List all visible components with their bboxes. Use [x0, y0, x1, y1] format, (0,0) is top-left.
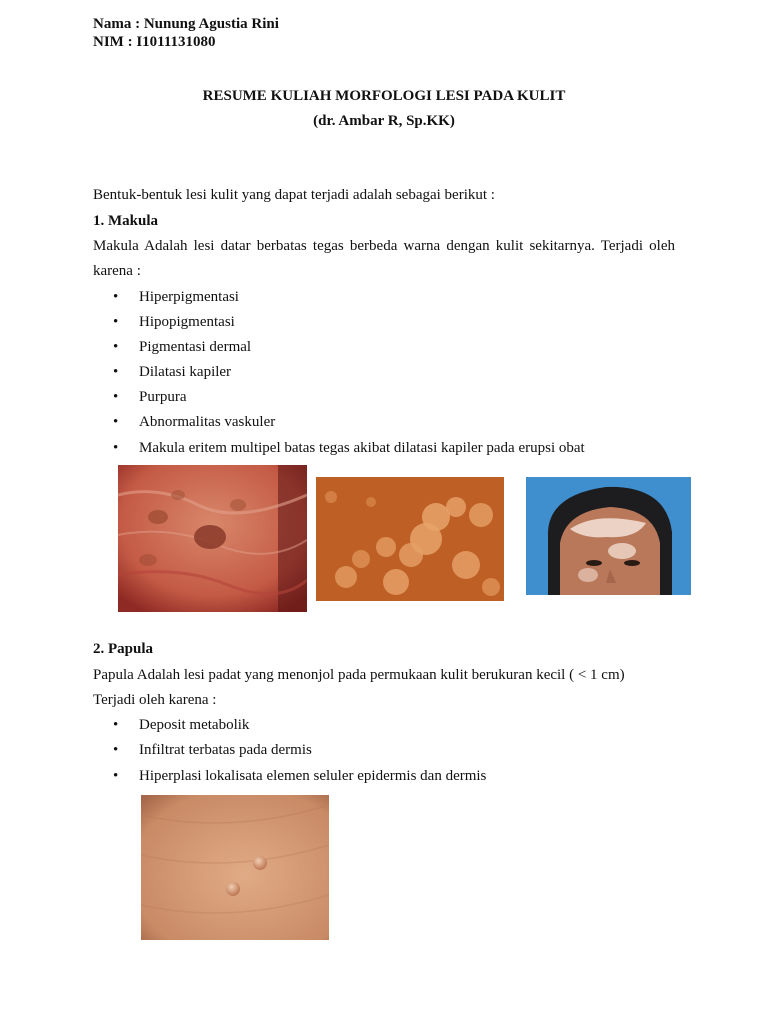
list-item-label: Makula eritem multipel batas tegas akibat dilatasi kapiler pada erupsi obat [139, 440, 585, 456]
bullet-icon: • [113, 314, 119, 330]
bullet-icon: • [113, 768, 119, 784]
list-item-label: Infiltrat terbatas pada dermis [139, 742, 312, 758]
list-item [113, 314, 235, 331]
list-item-label: Hiperpigmentasi [139, 289, 239, 305]
bullet-icon: • [113, 389, 119, 405]
bullet-icon: • [113, 364, 119, 380]
list-item [113, 289, 239, 306]
list-item [113, 414, 275, 431]
section-heading-makula: 1. Makula [93, 213, 159, 229]
papula-photo [141, 795, 329, 940]
lecturer-name: (dr. Ambar R, Sp.KK) [313, 113, 455, 129]
list-item [113, 742, 312, 759]
document-title: RESUME KULIAH MORFOLOGI LESI PADA KULIT [202, 88, 566, 104]
bullet-icon: • [113, 742, 119, 758]
list-item [113, 717, 249, 734]
bullet-icon: • [113, 717, 119, 733]
list-item [113, 440, 585, 457]
papula-description-line2: Terjadi oleh karena : [93, 692, 217, 708]
makula-description-line2: karena : [93, 263, 141, 279]
list-item-label: Purpura [139, 389, 187, 405]
list-item [113, 339, 251, 356]
bullet-icon: • [113, 440, 119, 456]
bullet-icon: • [113, 339, 119, 355]
list-item-label: Hiperplasi lokalisata elemen seluler epidermis dan dermis [139, 768, 487, 784]
list-item-label: Hipopigmentasi [139, 314, 235, 330]
student-name: Nama : Nunung Agustia Rini [93, 16, 279, 32]
list-item-label: Abnormalitas vaskuler [139, 414, 276, 430]
list-item-label: Pigmentasi dermal [139, 339, 252, 355]
list-item-label: Dilatasi kapiler [139, 364, 232, 380]
papula-description-line1: Papula Adalah lesi padat yang menonjol pada permukaan kulit berukuran kecil ( < 1 cm) [93, 667, 625, 683]
student-nim: NIM : I1011131080 [93, 34, 216, 50]
makula-description-line1: Makula Adalah lesi datar berbatas tegas berbeda warna dengan kulit sekitarnya. Terjadi oleh [93, 238, 675, 254]
section-heading-papula: 2. Papula [93, 641, 154, 657]
list-item [113, 364, 231, 381]
intro-text: Bentuk-bentuk lesi kulit yang dapat terjadi adalah sebagai berikut : [93, 187, 495, 203]
bullet-icon: • [113, 289, 119, 305]
makula-photo-vitiligo-face [526, 477, 691, 595]
list-item [113, 768, 486, 785]
list-item-label: Deposit metabolik [139, 717, 250, 733]
makula-photo-hyperpigmentation [118, 465, 307, 612]
bullet-icon: • [113, 414, 119, 430]
makula-photo-hypopigmentation [316, 477, 504, 601]
list-item [113, 389, 187, 406]
